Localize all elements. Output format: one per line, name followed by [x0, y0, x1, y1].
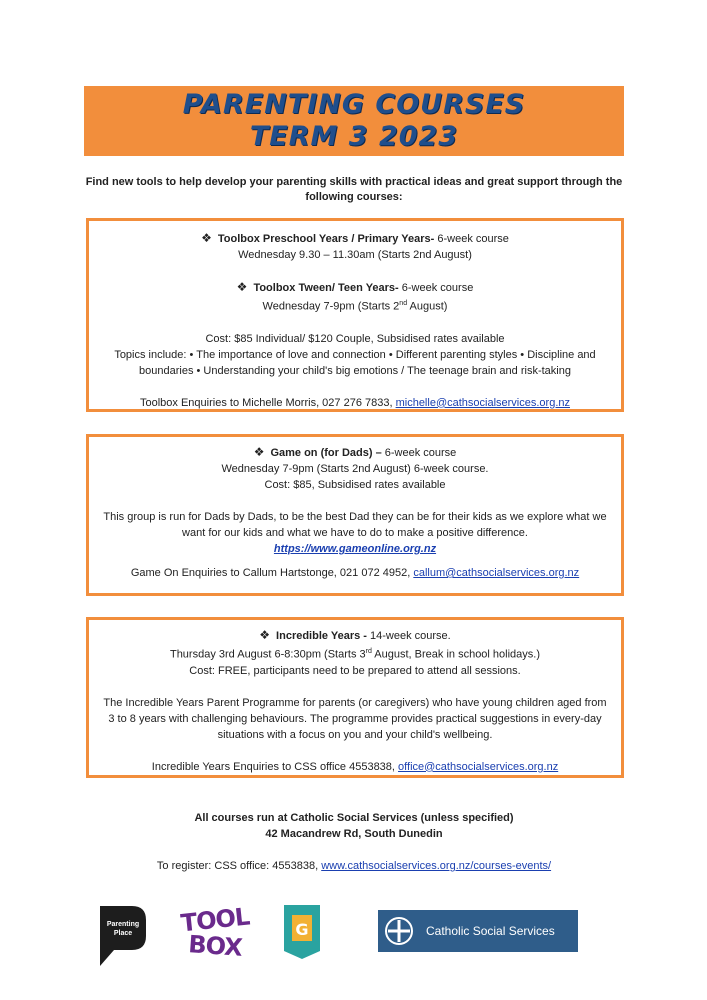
- parenting-place-logo-word: Place: [113, 930, 133, 937]
- gameon-website-link[interactable]: https://www.gameonline.org.nz: [273, 543, 437, 555]
- gameon-title: Game on (for Dads) –: [270, 447, 382, 459]
- gameon-cost: Cost: $85, Subsidised rates available: [264, 479, 446, 491]
- register-text: To register: CSS office: 4553838,: [156, 860, 322, 872]
- parenting-place-logo-word: Parenting: [106, 921, 140, 928]
- toolbox-topics: Topics include: • The importance of love and connection • Different parenting styles • Discipline and boundaries • Understanding your child's big emotions / The teenage brain and risk-taking: [114, 348, 596, 377]
- banner-title-line1: PARENTING COURSES: [182, 89, 526, 120]
- gameon-course-box: [86, 434, 624, 596]
- gameon-time: Wednesday 7-9pm (Starts 2nd August) 6-week course.: [221, 463, 489, 475]
- gameon-description: This group is run for Dads by Dads, to be the best Dad they can be for their kids as we explore what we want for our kids and what we have to do to make a positive difference.: [103, 511, 607, 539]
- toolbox-course2-time-sup: nd: [399, 300, 408, 307]
- venue-address: 42 Macandrew Rd, South Dunedin: [265, 828, 443, 840]
- gameon-suffix: 6-week course: [381, 447, 457, 459]
- incredible-years-time-post: August, Break in school holidays.): [371, 648, 541, 661]
- incredible-years-description: The Incredible Years Parent Programme for parents (or caregivers) who have young children aged from 3 to 8 years with challenging behaviours. The programme provides practical suggestions in every-day situations with a focus on you and your child's wellbeing.: [103, 696, 607, 741]
- toolbox-enquiry-text: Toolbox Enquiries to Michelle Morris, 027 276 7833,: [140, 396, 396, 409]
- incredible-years-email-link[interactable]: office@cathsocialservices.org.nz: [398, 760, 559, 773]
- incredible-years-title: Incredible Years -: [276, 630, 367, 642]
- diamond-bullet-icon: ❖: [259, 628, 271, 642]
- incredible-years-time-pre: Thursday 3rd August 6-8:30pm (Starts 3: [169, 648, 366, 661]
- toolbox-course2-time: [89, 296, 621, 315]
- toolbox-cost: Cost: $85 Individual/ $120 Couple, Subsidised rates available: [205, 332, 505, 345]
- toolbox-course2-title: Toolbox Tween/ Teen Years-: [253, 282, 399, 294]
- toolbox-logo-bottom: BOX: [187, 930, 243, 962]
- toolbox-course1-suffix: 6-week course: [434, 233, 509, 245]
- toolbox-course1-heading: [89, 230, 621, 247]
- toolbox-course-box: [86, 218, 624, 412]
- gameon-logo: [284, 905, 320, 959]
- gameon-enquiry: [89, 565, 621, 581]
- toolbox-email-link[interactable]: michelle@cathsocialservices.org.nz: [395, 396, 570, 409]
- title-banner: [84, 86, 624, 156]
- toolbox-course2-heading: [89, 279, 621, 296]
- incredible-years-course-box: [86, 617, 624, 778]
- incredible-years-heading: [89, 627, 621, 644]
- toolbox-course2-time-pre: Wednesday 7-9pm (Starts 2: [262, 300, 400, 313]
- catholic-social-services-logo: [378, 910, 578, 952]
- toolbox-course2-time-post: August): [407, 300, 448, 313]
- incredible-years-suffix: 14-week course.: [366, 630, 451, 642]
- intro-text: Find new tools to help develop your parenting skills with practical ideas and great support through the following courses:: [85, 176, 623, 203]
- parenting-place-logo: [100, 906, 146, 966]
- register-info: [84, 858, 624, 874]
- diamond-bullet-icon: ❖: [253, 445, 265, 459]
- register-link[interactable]: www.cathsocialservices.org.nz/courses-events/: [321, 860, 552, 872]
- diamond-bullet-icon: ❖: [236, 280, 248, 294]
- banner-title-line2: TERM 3 2023: [249, 121, 459, 152]
- diamond-bullet-icon: ❖: [201, 231, 212, 245]
- venue-info: [84, 810, 624, 842]
- toolbox-course1-time: Wednesday 9.30 – 11.30am (Starts 2nd August): [238, 249, 472, 261]
- gameon-logo-letter: G: [295, 920, 309, 939]
- incredible-years-time: [89, 644, 621, 663]
- gameon-email-link[interactable]: callum@cathsocialservices.org.nz: [413, 567, 580, 579]
- venue-line1: All courses run at Catholic Social Services (unless specified): [194, 812, 514, 824]
- incredible-years-cost: Cost: FREE, participants need to be prepared to attend all sessions.: [189, 664, 521, 677]
- incredible-years-enquiry-text: Incredible Years Enquiries to CSS office 4553838,: [151, 760, 399, 773]
- toolbox-logo: [172, 902, 258, 963]
- toolbox-logo-top: TOOL: [179, 902, 251, 938]
- toolbox-course1-title: Toolbox Preschool Years / Primary Years-: [217, 233, 435, 245]
- css-logo-text: Catholic Social Services: [426, 924, 555, 938]
- gameon-heading: [89, 444, 621, 461]
- incredible-years-enquiry: [89, 759, 621, 775]
- toolbox-enquiry: [89, 395, 621, 411]
- css-emblem-icon: [378, 910, 420, 952]
- incredible-years-time-sup: rd: [365, 648, 372, 655]
- gameon-enquiry-text: Game On Enquiries to Callum Hartstonge, 021 072 4952,: [130, 567, 414, 579]
- toolbox-course2-suffix: 6-week course: [398, 282, 474, 294]
